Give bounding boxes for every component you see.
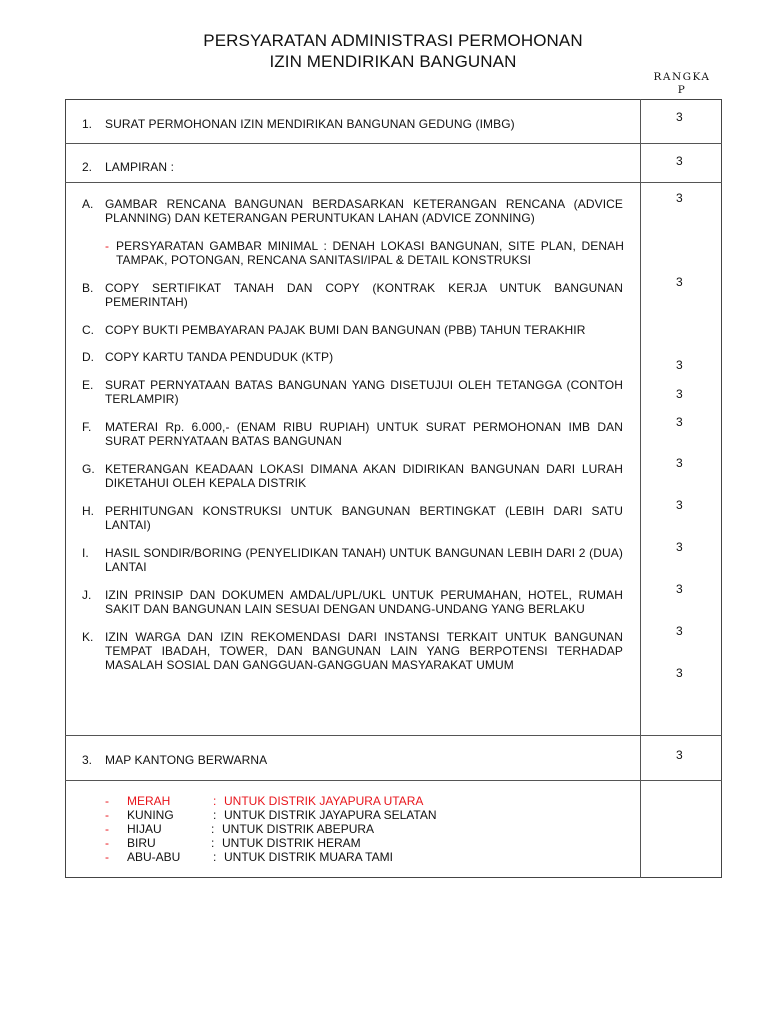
list-text: HASIL SONDIR/BORING (PENYELIDIKAN TANAH) UNTUK BANGUNAN LEBIH DARI 2 (DUA) LANTAI xyxy=(105,546,623,574)
color-name: BIRU xyxy=(127,836,156,850)
title-line-1: PERSYARATAN ADMINISTRASI PERMOHONAN xyxy=(203,31,583,50)
list-text: MATERAI Rp. 6.000,- (ENAM RIBU RUPIAH) UNTUK SURAT PERMOHONAN IMB DAN SURAT PERNYATAAN BATAS BANGUNAN xyxy=(105,420,623,448)
district-name: UNTUK DISTRIK JAYAPURA UTARA xyxy=(224,794,424,808)
item-text: MAP KANTONG BERWARNA xyxy=(105,753,268,767)
row-divider xyxy=(65,735,722,736)
list-letter: E. xyxy=(82,378,94,392)
copies-count: 3 xyxy=(676,387,683,401)
list-text: COPY BUKTI PEMBAYARAN PAJAK BUMI DAN BANGUNAN (PBB) TAHUN TERAKHIR xyxy=(105,323,586,337)
copies-count: 3 xyxy=(676,666,683,680)
district-name: UNTUK DISTRIK ABEPURA xyxy=(222,822,375,836)
list-text: KETERANGAN KEADAAN LOKASI DIMANA AKAN DIDIRIKAN BANGUNAN DARI LURAH DIKETAHUI OLEH KEPALA DISTRIK xyxy=(105,462,623,490)
list-letter: H. xyxy=(82,504,94,518)
column-divider xyxy=(640,99,641,878)
list-letter: B. xyxy=(82,281,94,295)
district-name: UNTUK DISTRIK HERAM xyxy=(222,836,361,850)
list-letter: F. xyxy=(82,420,92,434)
separator-colon: : xyxy=(211,822,215,836)
district-name: UNTUK DISTRIK MUARA TAMI xyxy=(224,850,393,864)
copies-count: 3 xyxy=(676,540,683,554)
item-text: LAMPIRAN : xyxy=(105,160,175,174)
list-text: GAMBAR RENCANA BANGUNAN BERDASARKAN KETERANGAN RENCANA (ADVICE PLANNING) DAN KETERANGAN PERUNTUKAN LAHAN (ADVICE ZONNING) xyxy=(105,197,623,225)
color-name: HIJAU xyxy=(127,822,162,836)
list-text: COPY KARTU TANDA PENDUDUK (KTP) xyxy=(105,350,334,364)
copies-count: 3 xyxy=(676,154,683,168)
separator-colon: : xyxy=(213,794,217,808)
rangkap-column-header xyxy=(644,71,720,97)
district-name: UNTUK DISTRIK JAYAPURA SELATAN xyxy=(224,808,437,822)
color-name: MERAH xyxy=(127,794,171,808)
copies-count: 3 xyxy=(676,748,683,762)
color-name: KUNING xyxy=(127,808,174,822)
list-letter: K. xyxy=(82,630,94,644)
folder-color-row xyxy=(0,808,640,822)
copies-count: 3 xyxy=(676,582,683,596)
separator-colon: : xyxy=(211,836,215,850)
list-letter: C. xyxy=(82,323,94,337)
list-text: COPY SERTIFIKAT TANAH DAN COPY (KONTRAK KERJA UNTUK BANGUNAN PEMERINTAH) xyxy=(105,281,623,309)
list-letter: I. xyxy=(82,546,89,560)
list-dash: - xyxy=(105,808,109,822)
item-number: 2. xyxy=(82,160,93,174)
folder-color-row xyxy=(0,850,640,864)
copies-count: 3 xyxy=(676,456,683,470)
list-dash: - xyxy=(105,850,109,864)
folder-color-row xyxy=(0,822,640,836)
list-dash: - xyxy=(105,794,109,808)
list-text: PERSYARATAN GAMBAR MINIMAL : DENAH LOKASI BANGUNAN, SITE PLAN, DENAH TAMPAK, POTONGAN, RENCANA SANITASI/IPAL & DETAIL KONSTRUKSI xyxy=(116,239,624,267)
list-text: SURAT PERNYATAAN BATAS BANGUNAN YANG DISETUJUI OLEH TETANGGA (CONTOH TERLAMPIR) xyxy=(105,378,623,406)
list-letter: J. xyxy=(82,588,92,602)
separator-colon: : xyxy=(213,850,217,864)
copies-count: 3 xyxy=(676,275,683,289)
row-divider xyxy=(65,143,722,144)
item-number: 1. xyxy=(82,117,93,131)
copies-count: 3 xyxy=(676,191,683,205)
list-dash: - xyxy=(105,822,109,836)
folder-color-row xyxy=(0,794,640,808)
title-line-2: IZIN MENDIRIKAN BANGUNAN xyxy=(269,52,517,71)
item-text: SURAT PERMOHONAN IZIN MENDIRIKAN BANGUNAN GEDUNG (IMBG) xyxy=(105,117,515,131)
list-letter: G. xyxy=(82,462,95,476)
rangkap-header-line-2: P xyxy=(677,84,687,96)
row-divider xyxy=(65,780,722,781)
rangkap-header-line-1: RANGKA xyxy=(653,71,711,83)
copies-count: 3 xyxy=(676,110,683,124)
copies-count: 3 xyxy=(676,498,683,512)
copies-count: 3 xyxy=(676,624,683,638)
list-letter: A. xyxy=(82,197,94,211)
list-text: IZIN PRINSIP DAN DOKUMEN AMDAL/UPL/UKL UNTUK PERUMAHAN, HOTEL, RUMAH SAKIT DAN BANGUNAN LAIN SESUAI DENGAN UNDANG-UNDANG YANG BERLAKU xyxy=(105,588,623,616)
list-letter: D. xyxy=(82,350,94,364)
separator-colon: : xyxy=(213,808,217,822)
copies-count: 3 xyxy=(676,358,683,372)
copies-count: 3 xyxy=(676,415,683,429)
list-text: IZIN WARGA DAN IZIN REKOMENDASI DARI INSTANSI TERKAIT UNTUK BANGUNAN TEMPAT IBADAH, TOWER, DAN BANGUNAN LAIN YANG BERPOTENSI TERHADAP MASALAH SOSIAL DAN GANGGUAN-GANGGUAN MASYARAKAT UMUM xyxy=(105,630,623,672)
list-dash: - xyxy=(105,836,109,850)
list-dash: - xyxy=(105,239,109,253)
color-name: ABU-ABU xyxy=(127,850,181,864)
row-divider xyxy=(65,182,722,183)
item-number: 3. xyxy=(82,753,93,767)
list-text: PERHITUNGAN KONSTRUKSI UNTUK BANGUNAN BERTINGKAT (LEBIH DARI SATU LANTAI) xyxy=(105,504,623,532)
folder-color-row xyxy=(0,836,640,850)
